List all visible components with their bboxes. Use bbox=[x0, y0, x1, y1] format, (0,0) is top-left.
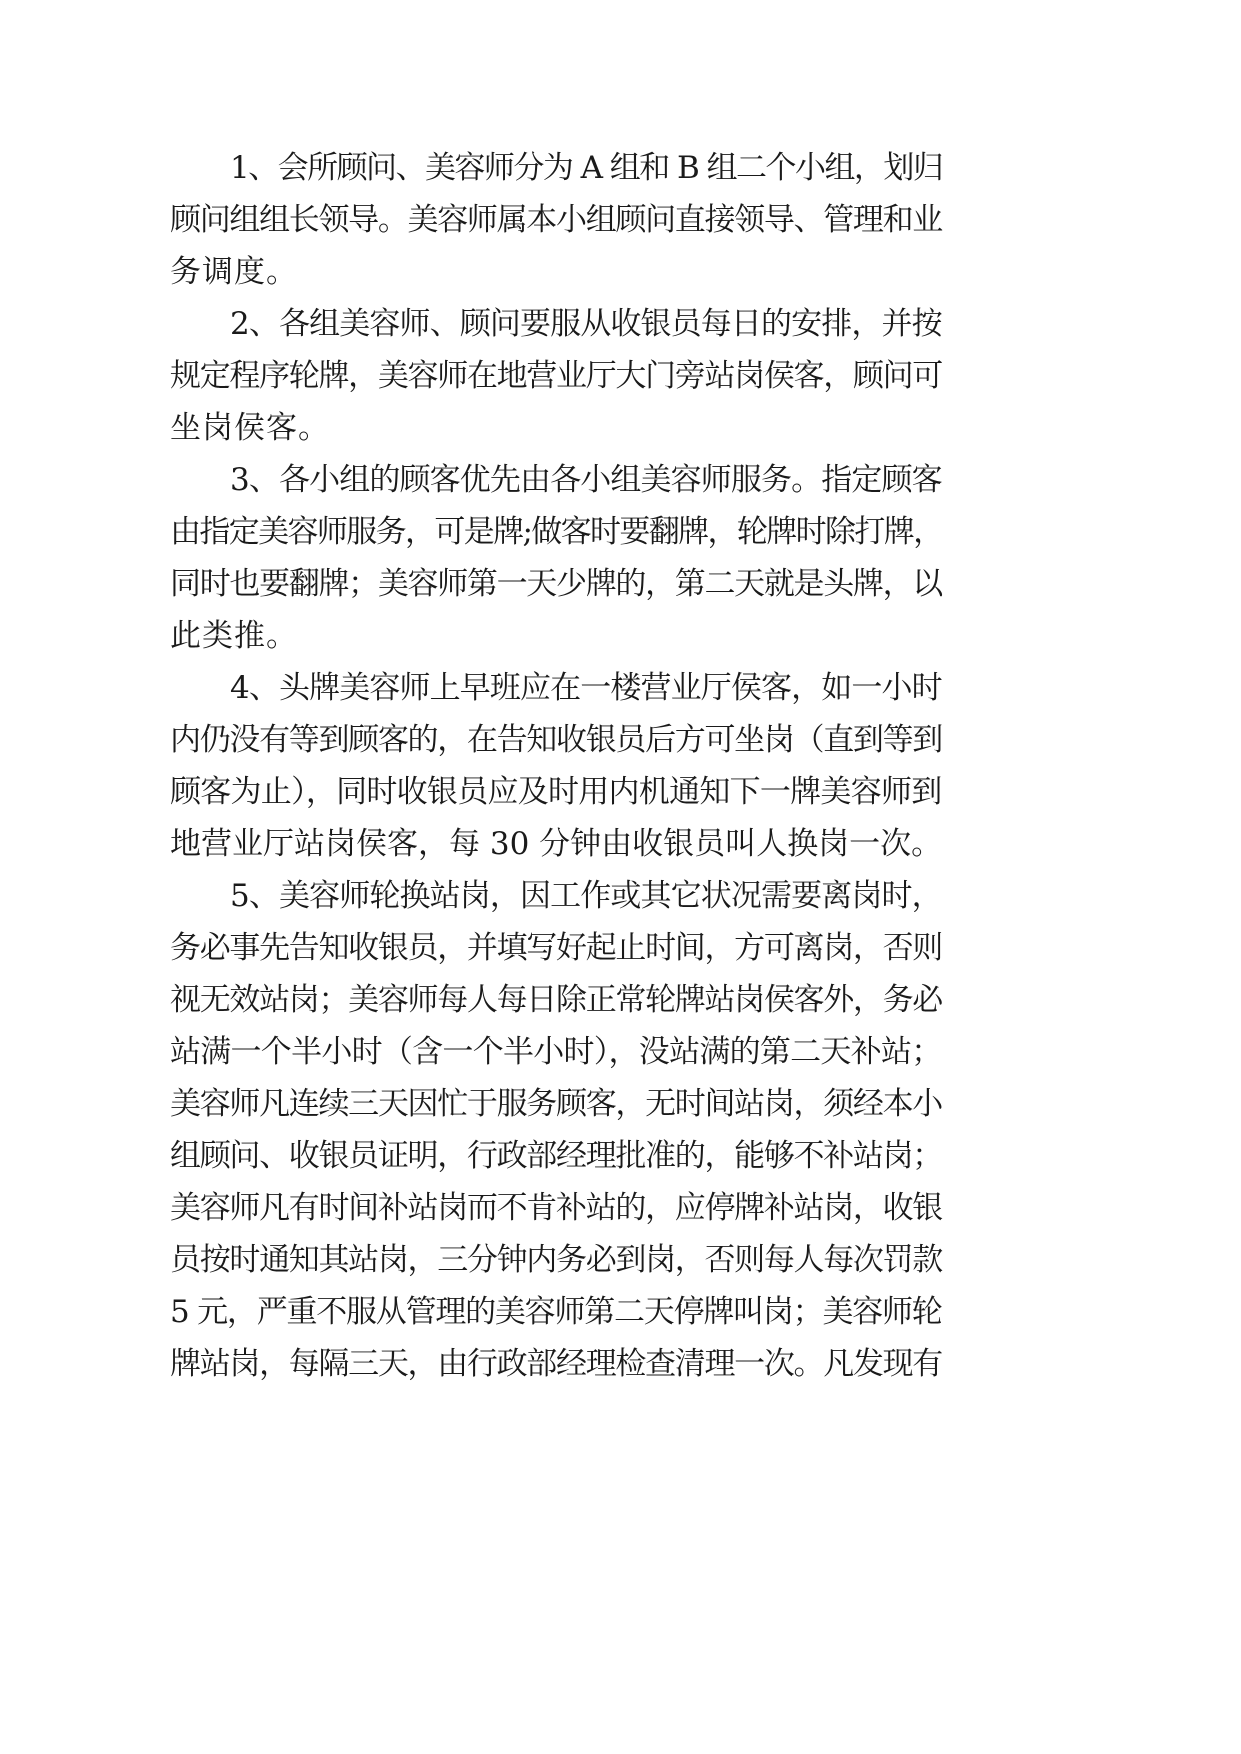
paragraph-2-line-3: 坐岗侯客。 bbox=[170, 410, 330, 446]
paragraph-5-line-3: 视无效站岗；美容师每人每日除正常轮牌站岗侯客外，务必 bbox=[170, 982, 942, 1018]
paragraph-2-line-1: 2、各组美容师、顾问要服从收银员每日的安排，并按 bbox=[230, 306, 942, 342]
paragraph-5-line-2: 务必事先告知收银员，并填写好起止时间，方可离岗，否则 bbox=[170, 930, 942, 966]
paragraph-1-line-2: 顾问组组长领导。美容师属本小组顾问直接领导、管理和业 bbox=[170, 202, 942, 238]
paragraph-5-line-7: 美容师凡有时间补站岗而不肯补站的，应停牌补站岗，收银 bbox=[170, 1190, 942, 1226]
paragraph-3-line-4: 此类推。 bbox=[170, 618, 298, 654]
paragraph-3-line-2: 由指定美容师服务，可是牌;做客时要翻牌，轮牌时除打牌， bbox=[170, 514, 943, 550]
paragraph-5-line-1: 5、美容师轮换站岗，因工作或其它状况需要离岗时， bbox=[230, 878, 942, 914]
paragraph-3-line-3: 同时也要翻牌；美容师第一天少牌的，第二天就是头牌，以 bbox=[170, 566, 942, 602]
paragraph-5-line-6: 组顾问、收银员证明，行政部经理批准的，能够不补站岗； bbox=[170, 1138, 942, 1174]
paragraph-3-line-1: 3、各小组的顾客优先由各小组美容师服务。指定顾客 bbox=[230, 462, 942, 498]
paragraph-2-line-2: 规定程序轮牌，美容师在地营业厅大门旁站岗侯客，顾问可 bbox=[170, 358, 942, 394]
paragraph-4-line-4: 地营业厅站岗侯客，每 30 分钟由收银员叫人换岗一次。 bbox=[170, 826, 943, 862]
paragraph-4-line-3: 顾客为止），同时收银员应及时用内机通知下一牌美容师到 bbox=[170, 774, 942, 810]
paragraph-4-line-1: 4、头牌美容师上早班应在一楼营业厅侯客，如一小时 bbox=[230, 670, 942, 706]
paragraph-5-line-8: 员按时通知其站岗，三分钟内务必到岗，否则每人每次罚款 bbox=[170, 1242, 942, 1278]
paragraph-4-line-2: 内仍没有等到顾客的，在告知收银员后方可坐岗（直到等到 bbox=[170, 722, 942, 758]
paragraph-5-line-9: 5 元，严重不服从管理的美容师第二天停牌叫岗；美容师轮 bbox=[170, 1294, 942, 1330]
paragraph-5-line-4: 站满一个半小时（含一个半小时），没站满的第二天补站； bbox=[170, 1034, 942, 1070]
paragraph-5-line-10: 牌站岗，每隔三天，由行政部经理检查清理一次。凡发现有 bbox=[170, 1346, 942, 1382]
paragraph-5-line-5: 美容师凡连续三天因忙于服务顾客，无时间站岗，须经本小 bbox=[170, 1086, 942, 1122]
paragraph-1-line-1: 1、会所顾问、美容师分为 A 组和 B 组二个小组，划归 bbox=[230, 150, 943, 186]
paragraph-1-line-3: 务调度。 bbox=[170, 254, 298, 290]
